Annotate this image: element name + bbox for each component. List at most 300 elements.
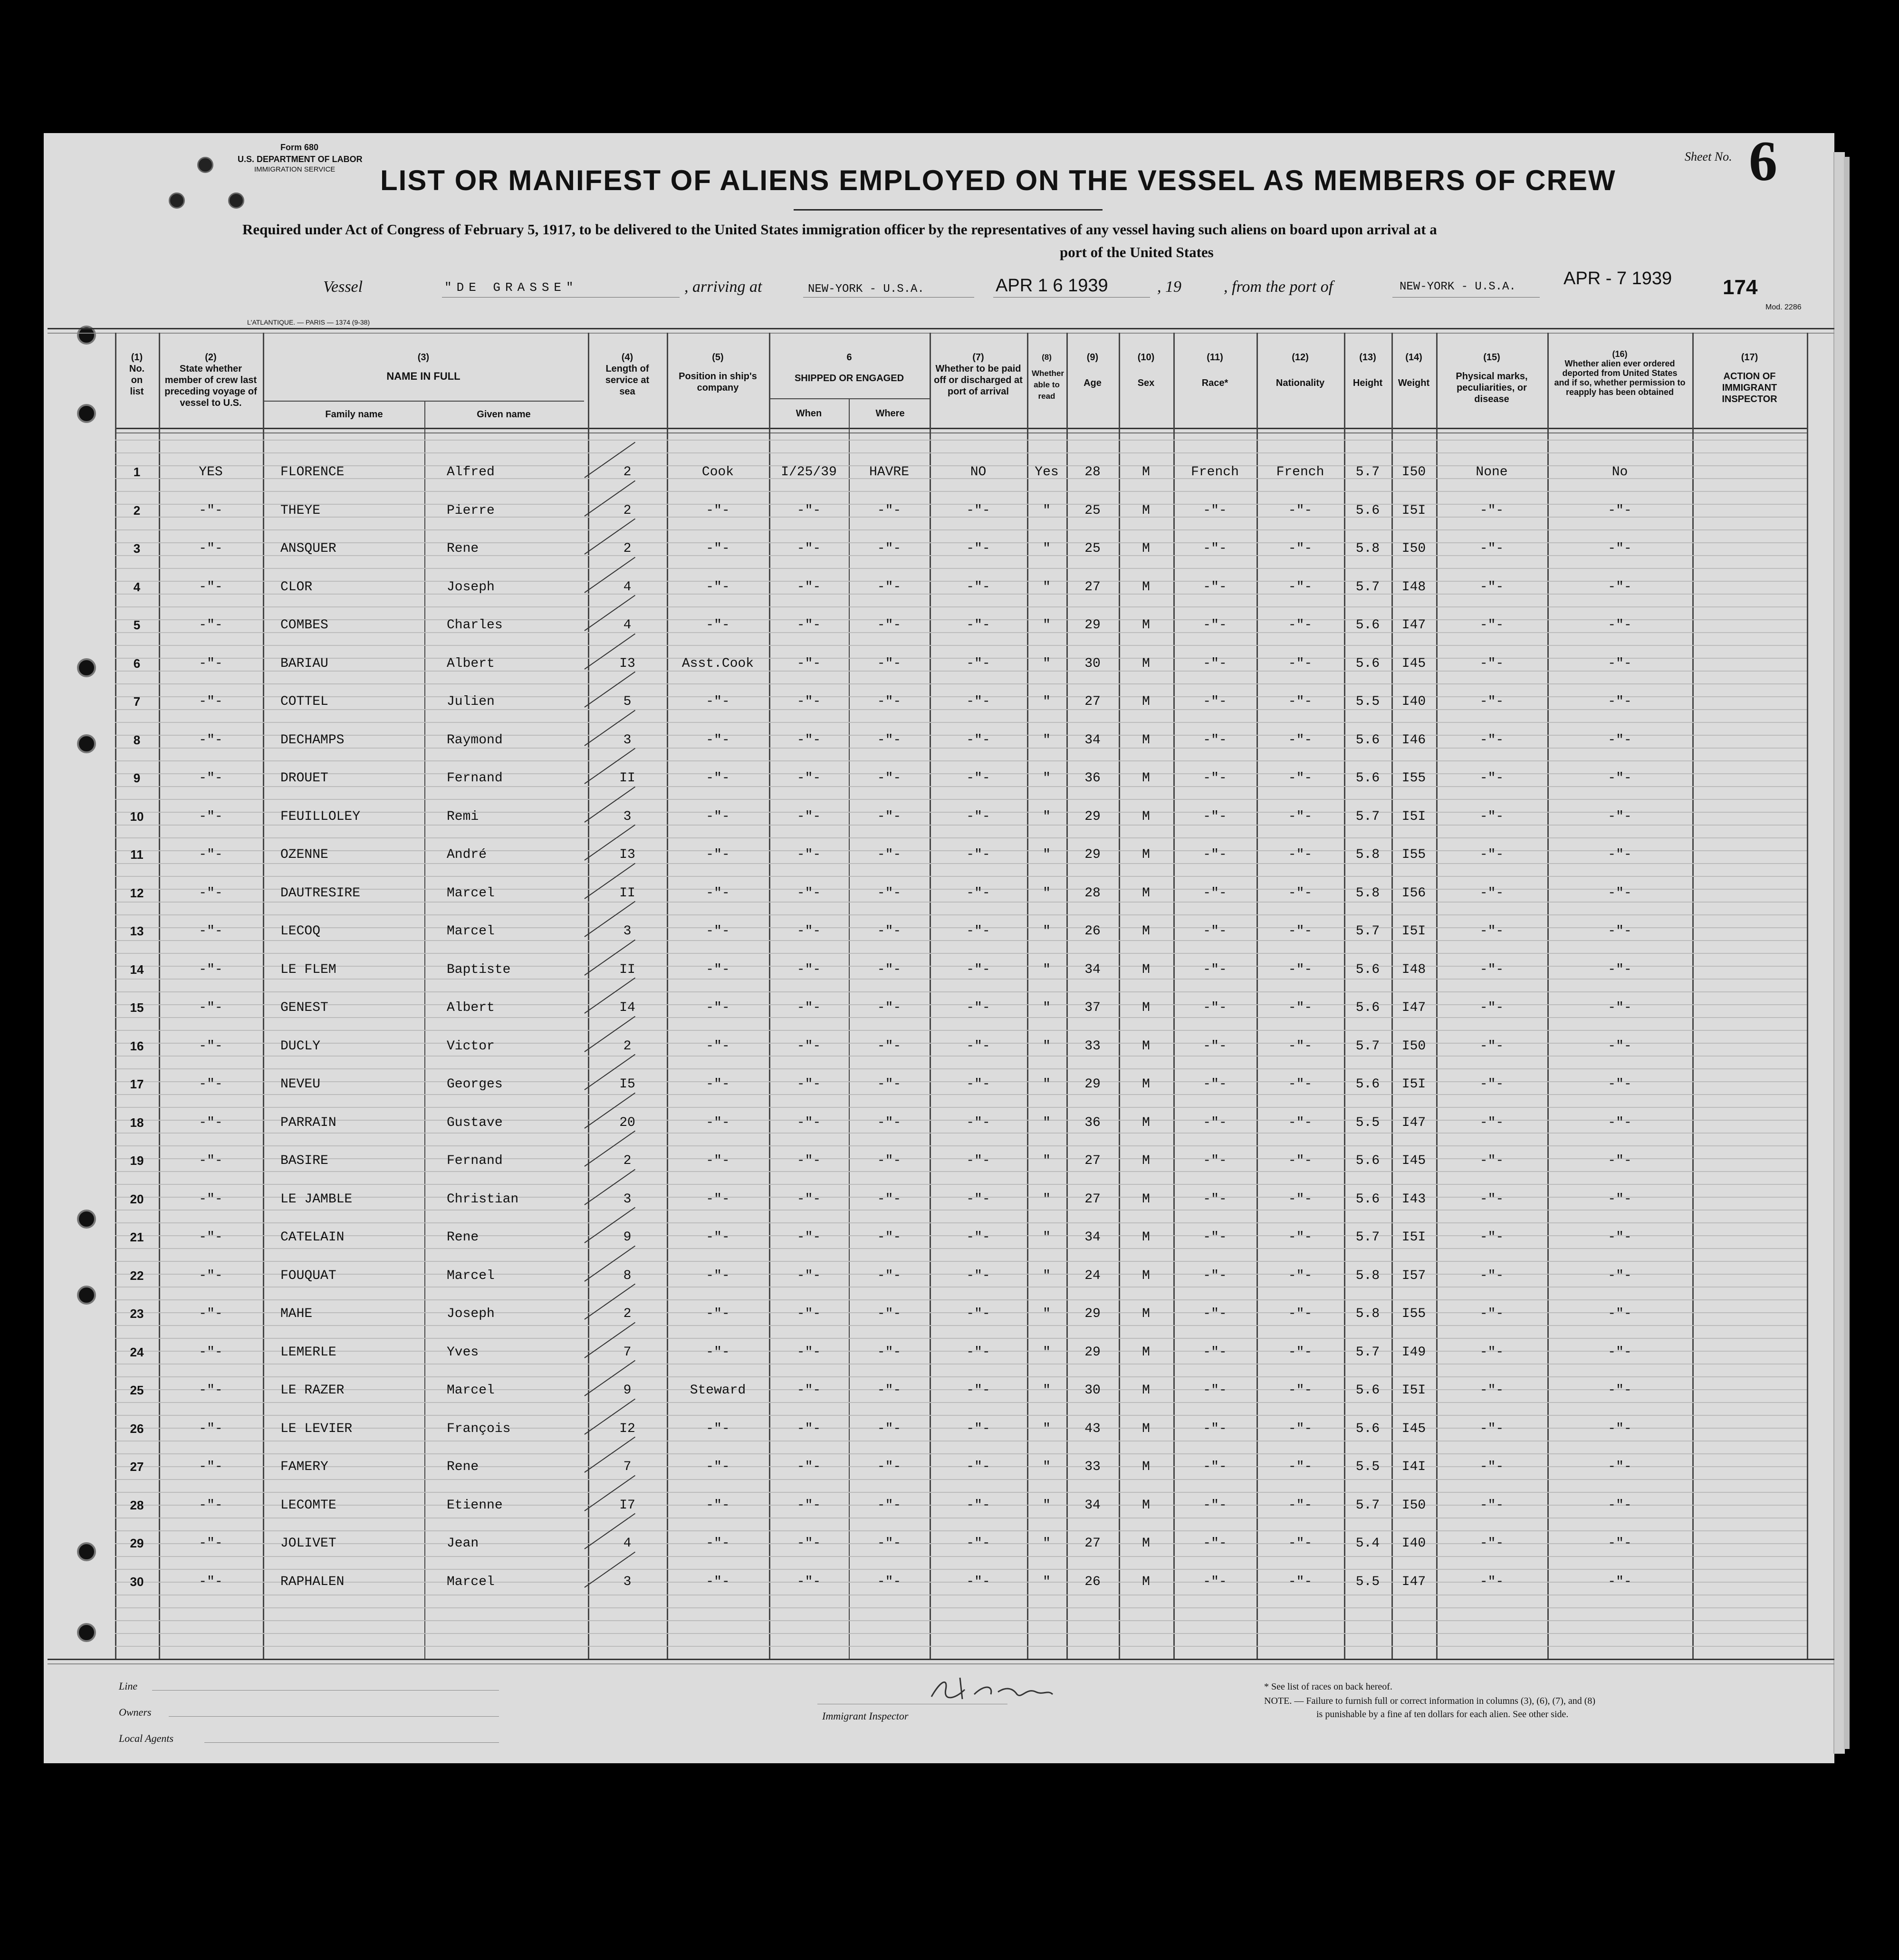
length-of-service: 2 — [623, 1307, 632, 1321]
shipped-where: -"- — [877, 1460, 902, 1474]
physical-marks: -"- — [1479, 1115, 1504, 1130]
family-name: PARRAIN — [280, 1115, 336, 1130]
weight: I47 — [1401, 1575, 1426, 1589]
length-of-service: II — [619, 771, 635, 786]
paid-off: -"- — [966, 847, 990, 862]
race: -"- — [1203, 1460, 1227, 1474]
name-divider — [263, 401, 584, 402]
deported-status: -"- — [1608, 1230, 1632, 1245]
owners-label: Owners — [119, 1706, 152, 1718]
race: -"- — [1203, 733, 1227, 748]
header-bottom-rule-2 — [115, 432, 1807, 433]
ruled-line — [115, 452, 1807, 453]
previous-voyage: -"- — [199, 1268, 223, 1283]
able-to-read: " — [1043, 924, 1051, 939]
height: 5.5 — [1355, 1460, 1380, 1474]
col-8-header: (8) Whether able to read — [1032, 353, 1064, 401]
ruled-line — [115, 1133, 1807, 1134]
paid-off: -"- — [966, 694, 990, 709]
race: French — [1191, 465, 1239, 480]
race: -"- — [1203, 1230, 1227, 1245]
deported-status: -"- — [1608, 656, 1632, 671]
weight: I48 — [1401, 580, 1426, 595]
year-label: , 19 — [1157, 278, 1181, 296]
ship-position: -"- — [706, 771, 730, 786]
paid-off: -"- — [966, 1153, 990, 1168]
deported-status: -"- — [1608, 809, 1632, 824]
ruled-line — [115, 914, 1807, 915]
row-number: 9 — [133, 771, 141, 785]
age: 27 — [1084, 1192, 1101, 1207]
previous-voyage: -"- — [199, 1077, 223, 1092]
row-number: 4 — [133, 580, 141, 594]
row-number: 7 — [133, 694, 141, 709]
from-port-label: , from the port of — [1224, 278, 1333, 296]
service: IMMIGRATION SERVICE — [254, 165, 336, 173]
sex: M — [1142, 962, 1150, 977]
paid-off: -"- — [966, 771, 990, 786]
shipped-where: -"- — [877, 771, 902, 786]
deported-status: -"- — [1608, 503, 1632, 518]
weight: I5I — [1401, 1383, 1426, 1398]
physical-marks: -"- — [1479, 1153, 1504, 1168]
physical-marks: -"- — [1479, 733, 1504, 748]
race: -"- — [1203, 1345, 1227, 1360]
height: 5.4 — [1355, 1536, 1380, 1551]
shipped-where: -"- — [877, 1307, 902, 1321]
age: 25 — [1084, 503, 1101, 518]
given-name: Joseph — [447, 1307, 495, 1321]
ship-position: -"- — [706, 694, 730, 709]
deported-status: -"- — [1608, 1345, 1632, 1360]
physical-marks: -"- — [1479, 1575, 1504, 1589]
height: 5.5 — [1355, 1115, 1380, 1130]
vessel-name: "DE GRASSE" — [444, 280, 578, 295]
age: 27 — [1084, 1153, 1101, 1168]
given-name: Rene — [447, 1460, 479, 1474]
age: 28 — [1084, 886, 1101, 901]
height: 5.6 — [1355, 1000, 1380, 1015]
physical-marks: -"- — [1479, 1077, 1504, 1092]
shipped-when: -"- — [796, 771, 821, 786]
subtitle-line-2: port of the United States — [1060, 244, 1214, 260]
family-name: MAHE — [280, 1307, 313, 1321]
paid-off: -"- — [966, 1192, 990, 1207]
ruled-line — [115, 991, 1807, 992]
table-top-rule-2 — [48, 333, 1834, 334]
weight: I47 — [1401, 1000, 1426, 1015]
shipped-when: -"- — [796, 1192, 821, 1207]
nationality: -"- — [1288, 1575, 1313, 1589]
given-name: Georges — [447, 1077, 503, 1092]
given-name: Charles — [447, 618, 503, 633]
weight: I45 — [1401, 1422, 1426, 1436]
paid-off: -"- — [966, 1345, 990, 1360]
previous-voyage: -"- — [199, 1115, 223, 1130]
ruled-line — [115, 902, 1807, 903]
able-to-read: " — [1043, 847, 1051, 862]
family-name: DAUTRESIRE — [280, 886, 361, 901]
weight: I40 — [1401, 694, 1426, 709]
physical-marks: -"- — [1479, 1039, 1504, 1054]
physical-marks: -"- — [1479, 1422, 1504, 1436]
race: -"- — [1203, 541, 1227, 556]
length-of-service: 2 — [623, 503, 632, 518]
title-underline — [794, 209, 1103, 211]
row-number: 24 — [130, 1345, 144, 1359]
family-name: LE FLEM — [280, 962, 336, 977]
paid-off: -"- — [966, 1230, 990, 1245]
ship-position: -"- — [706, 1000, 730, 1015]
shipped-where: -"- — [877, 1153, 902, 1168]
physical-marks: -"- — [1479, 847, 1504, 862]
paid-off: -"- — [966, 1460, 990, 1474]
shipped-where: -"- — [877, 1345, 902, 1360]
nationality: -"- — [1288, 1039, 1313, 1054]
sheet-edge-shadow — [1844, 157, 1850, 1749]
shipped-when: -"- — [796, 656, 821, 671]
paid-off: -"- — [966, 503, 990, 518]
shipped-where: -"- — [877, 618, 902, 633]
nationality: -"- — [1288, 1192, 1313, 1207]
length-of-service: 3 — [623, 733, 632, 748]
ship-position: -"- — [706, 1575, 730, 1589]
deported-status: -"- — [1608, 1153, 1632, 1168]
punch-hole-icon — [77, 404, 96, 423]
given-name: Marcel — [447, 886, 495, 901]
shipped-when: -"- — [796, 541, 821, 556]
previous-voyage: -"- — [199, 809, 223, 824]
length-of-service: 3 — [623, 924, 632, 939]
col-11-header: (11) Race* — [1201, 352, 1228, 388]
deported-status: -"- — [1608, 962, 1632, 977]
where-header: Where — [875, 408, 905, 419]
height: 5.7 — [1355, 924, 1380, 939]
race: -"- — [1203, 1115, 1227, 1130]
length-of-service: 20 — [619, 1115, 635, 1130]
ship-position: -"- — [706, 809, 730, 824]
physical-marks: -"- — [1479, 656, 1504, 671]
physical-marks: -"- — [1479, 1192, 1504, 1207]
family-name: ANSQUER — [280, 541, 336, 556]
able-to-read: " — [1043, 618, 1051, 633]
shipped-when: -"- — [796, 1345, 821, 1360]
col-16-header: (16) Whether alien ever ordered deported from United States and if so, whether permission to reapply has been obtained — [1554, 349, 1686, 397]
ruled-line — [115, 440, 1807, 441]
shipped-when: I/25/39 — [781, 465, 837, 480]
physical-marks: -"- — [1479, 1460, 1504, 1474]
given-name: Albert — [447, 656, 495, 671]
length-of-service: I5 — [619, 1077, 635, 1092]
able-to-read: " — [1043, 1268, 1051, 1283]
race: -"- — [1203, 694, 1227, 709]
ruled-line — [115, 1248, 1807, 1249]
previous-voyage: -"- — [199, 694, 223, 709]
deported-status: -"- — [1608, 1536, 1632, 1551]
given-name: Fernand — [447, 771, 503, 786]
ruled-line — [115, 1479, 1807, 1480]
nationality: -"- — [1288, 1345, 1313, 1360]
able-to-read: " — [1043, 1307, 1051, 1321]
shipped-when: -"- — [796, 1115, 821, 1130]
given-name: Marcel — [447, 1268, 495, 1283]
ruled-line — [115, 1338, 1807, 1339]
agents-rule — [204, 1742, 499, 1743]
race: -"- — [1203, 847, 1227, 862]
length-of-service: II — [619, 886, 635, 901]
sex: M — [1142, 580, 1150, 595]
deported-status: -"- — [1608, 1268, 1632, 1283]
ruled-line — [115, 1569, 1807, 1570]
shipped-when: -"- — [796, 809, 821, 824]
table-bottom-rule — [48, 1659, 1834, 1660]
family-name: BASIRE — [280, 1153, 328, 1168]
able-to-read: " — [1043, 1345, 1051, 1360]
previous-voyage: -"- — [199, 1422, 223, 1436]
age: 36 — [1084, 771, 1101, 786]
length-of-service: I3 — [619, 847, 635, 862]
shipped-when: -"- — [796, 1039, 821, 1054]
able-to-read: " — [1043, 733, 1051, 748]
ship-position: -"- — [706, 580, 730, 595]
previous-voyage: -"- — [199, 1536, 223, 1551]
weight: I55 — [1401, 1307, 1426, 1321]
given-name: Fernand — [447, 1153, 503, 1168]
owners-rule — [169, 1716, 499, 1717]
shipped-where: -"- — [877, 1498, 902, 1513]
age: 28 — [1084, 465, 1101, 480]
ruled-line — [115, 491, 1807, 492]
ruled-line — [115, 1107, 1807, 1108]
nationality: -"- — [1288, 541, 1313, 556]
deported-status: -"- — [1608, 1498, 1632, 1513]
previous-voyage: -"- — [199, 503, 223, 518]
col-6-header: 6 SHIPPED OR ENGAGED — [794, 352, 904, 384]
able-to-read: " — [1043, 1383, 1051, 1398]
shipped-where: -"- — [877, 847, 902, 862]
race: -"- — [1203, 1192, 1227, 1207]
ruled-line — [115, 799, 1807, 800]
height: 5.6 — [1355, 733, 1380, 748]
able-to-read: Yes — [1035, 465, 1059, 480]
physical-marks: -"- — [1479, 924, 1504, 939]
shipped-when: -"- — [796, 1383, 821, 1398]
shipped-where: -"- — [877, 1422, 902, 1436]
physical-marks: -"- — [1479, 694, 1504, 709]
length-of-service: 2 — [623, 541, 632, 556]
sex: M — [1142, 1345, 1150, 1360]
physical-marks: -"- — [1479, 541, 1504, 556]
given-name: Joseph — [447, 580, 495, 595]
previous-voyage: -"- — [199, 1460, 223, 1474]
deported-status: -"- — [1608, 694, 1632, 709]
col-14-header: (14) Weight — [1398, 352, 1430, 388]
given-name: Yves — [447, 1345, 479, 1360]
weight: I57 — [1401, 1268, 1426, 1283]
row-number: 10 — [130, 809, 144, 824]
given-name: Victor — [447, 1039, 495, 1054]
sex: M — [1142, 618, 1150, 633]
deported-status: -"- — [1608, 1422, 1632, 1436]
length-of-service: 8 — [623, 1268, 632, 1283]
length-of-service: 7 — [623, 1460, 632, 1474]
family-name: CATELAIN — [280, 1230, 345, 1245]
printer-line: L'ATLANTIQUE. — PARIS — 1374 (9-38) — [247, 318, 370, 326]
sex: M — [1142, 1115, 1150, 1130]
punch-hole-icon — [77, 1542, 96, 1561]
height: 5.7 — [1355, 465, 1380, 480]
sheet-edge — [1833, 152, 1845, 1754]
row-number: 22 — [130, 1268, 144, 1283]
physical-marks: -"- — [1479, 886, 1504, 901]
ship-position: -"- — [706, 1345, 730, 1360]
rule — [803, 297, 974, 298]
able-to-read: " — [1043, 1115, 1051, 1130]
age: 27 — [1084, 1536, 1101, 1551]
race: -"- — [1203, 1498, 1227, 1513]
height: 5.8 — [1355, 1268, 1380, 1283]
column-rule — [1807, 333, 1808, 1659]
col-15-header: (15) Physical marks, peculiarities, or disease — [1456, 352, 1528, 404]
row-number: 3 — [133, 541, 141, 556]
ruled-line — [115, 979, 1807, 980]
family-name: JOLIVET — [280, 1536, 336, 1551]
ruled-line — [115, 1210, 1807, 1211]
ruled-line — [115, 1376, 1807, 1377]
length-of-service: I2 — [619, 1422, 635, 1436]
race: -"- — [1203, 809, 1227, 824]
nationality: -"- — [1288, 1115, 1313, 1130]
sex: M — [1142, 1575, 1150, 1589]
weight: I43 — [1401, 1192, 1426, 1207]
height: 5.6 — [1355, 962, 1380, 977]
row-number: 11 — [130, 847, 144, 862]
ruled-line — [115, 863, 1807, 864]
shipped-when: -"- — [796, 1575, 821, 1589]
previous-voyage: -"- — [199, 1307, 223, 1321]
paid-off: -"- — [966, 809, 990, 824]
nationality: -"- — [1288, 694, 1313, 709]
nationality: -"- — [1288, 962, 1313, 977]
sex: M — [1142, 1268, 1150, 1283]
row-number: 14 — [130, 962, 144, 977]
shipped-when: -"- — [796, 1230, 821, 1245]
age: 36 — [1084, 1115, 1101, 1130]
weight: I50 — [1401, 541, 1426, 556]
shipped-where: -"- — [877, 580, 902, 595]
col-3-header: (3) NAME IN FULL — [386, 352, 460, 382]
paid-off: -"- — [966, 733, 990, 748]
header-bottom-rule — [115, 428, 1807, 429]
deported-status: -"- — [1608, 1383, 1632, 1398]
paid-off: -"- — [966, 580, 990, 595]
rule — [993, 297, 1150, 298]
age: 33 — [1084, 1039, 1101, 1054]
family-name: LE LEVIER — [280, 1422, 353, 1436]
ruled-line — [115, 1261, 1807, 1262]
shipped-when: -"- — [796, 694, 821, 709]
pin-hole-icon — [197, 157, 213, 173]
given-name-header: Given name — [477, 409, 531, 420]
sex: M — [1142, 847, 1150, 862]
physical-marks: -"- — [1479, 1536, 1504, 1551]
previous-voyage: -"- — [199, 733, 223, 748]
ruled-line — [115, 1325, 1807, 1326]
ship-position: -"- — [706, 1498, 730, 1513]
family-name: CLOR — [280, 580, 313, 595]
nationality: -"- — [1288, 771, 1313, 786]
sex: M — [1142, 1153, 1150, 1168]
shipped-when: -"- — [796, 847, 821, 862]
paid-off: -"- — [966, 924, 990, 939]
weight: I40 — [1401, 1536, 1426, 1551]
shipped-where: -"- — [877, 694, 902, 709]
able-to-read: " — [1043, 1077, 1051, 1092]
physical-marks: -"- — [1479, 1345, 1504, 1360]
shipped-where: -"- — [877, 1268, 902, 1283]
previous-voyage: -"- — [199, 847, 223, 862]
given-name: André — [447, 847, 487, 862]
weight: I49 — [1401, 1345, 1426, 1360]
family-name: COMBES — [280, 618, 328, 633]
pin-hole-icon — [228, 192, 244, 209]
weight: I45 — [1401, 656, 1426, 671]
ruled-line — [115, 786, 1807, 787]
age: 34 — [1084, 1230, 1101, 1245]
paid-off: -"- — [966, 886, 990, 901]
ruled-line — [115, 1402, 1807, 1403]
weight: I5I — [1401, 809, 1426, 824]
age: 34 — [1084, 962, 1101, 977]
paid-off: -"- — [966, 1498, 990, 1513]
race: -"- — [1203, 1383, 1227, 1398]
ship-position: -"- — [706, 1153, 730, 1168]
paid-off: -"- — [966, 1268, 990, 1283]
ruled-line — [115, 1184, 1807, 1185]
age: 37 — [1084, 1000, 1101, 1015]
physical-marks: -"- — [1479, 1230, 1504, 1245]
departure-date-stamp: APR - 7 1939 — [1563, 269, 1672, 288]
ruled-line — [115, 1017, 1807, 1018]
length-of-service: 2 — [623, 1153, 632, 1168]
row-number: 18 — [130, 1115, 144, 1130]
height: 5.7 — [1355, 1345, 1380, 1360]
height: 5.7 — [1355, 580, 1380, 595]
age: 29 — [1084, 618, 1101, 633]
ruled-line — [115, 1492, 1807, 1493]
height: 5.7 — [1355, 1039, 1380, 1054]
weight: I50 — [1401, 1039, 1426, 1054]
able-to-read: " — [1043, 694, 1051, 709]
nationality: -"- — [1288, 1230, 1313, 1245]
ruled-line — [115, 1556, 1807, 1557]
able-to-read: " — [1043, 1039, 1051, 1054]
ship-position: -"- — [706, 924, 730, 939]
sex: M — [1142, 924, 1150, 939]
height: 5.6 — [1355, 656, 1380, 671]
length-of-service: 3 — [623, 809, 632, 824]
previous-voyage: -"- — [199, 580, 223, 595]
given-name: Remi — [447, 809, 479, 824]
ruled-line — [115, 953, 1807, 954]
race: -"- — [1203, 1000, 1227, 1015]
row-number: 26 — [130, 1422, 144, 1436]
weight: I48 — [1401, 962, 1426, 977]
deported-status: -"- — [1608, 924, 1632, 939]
shipped-where: -"- — [877, 1383, 902, 1398]
able-to-read: " — [1043, 1192, 1051, 1207]
weight: I50 — [1401, 465, 1426, 480]
